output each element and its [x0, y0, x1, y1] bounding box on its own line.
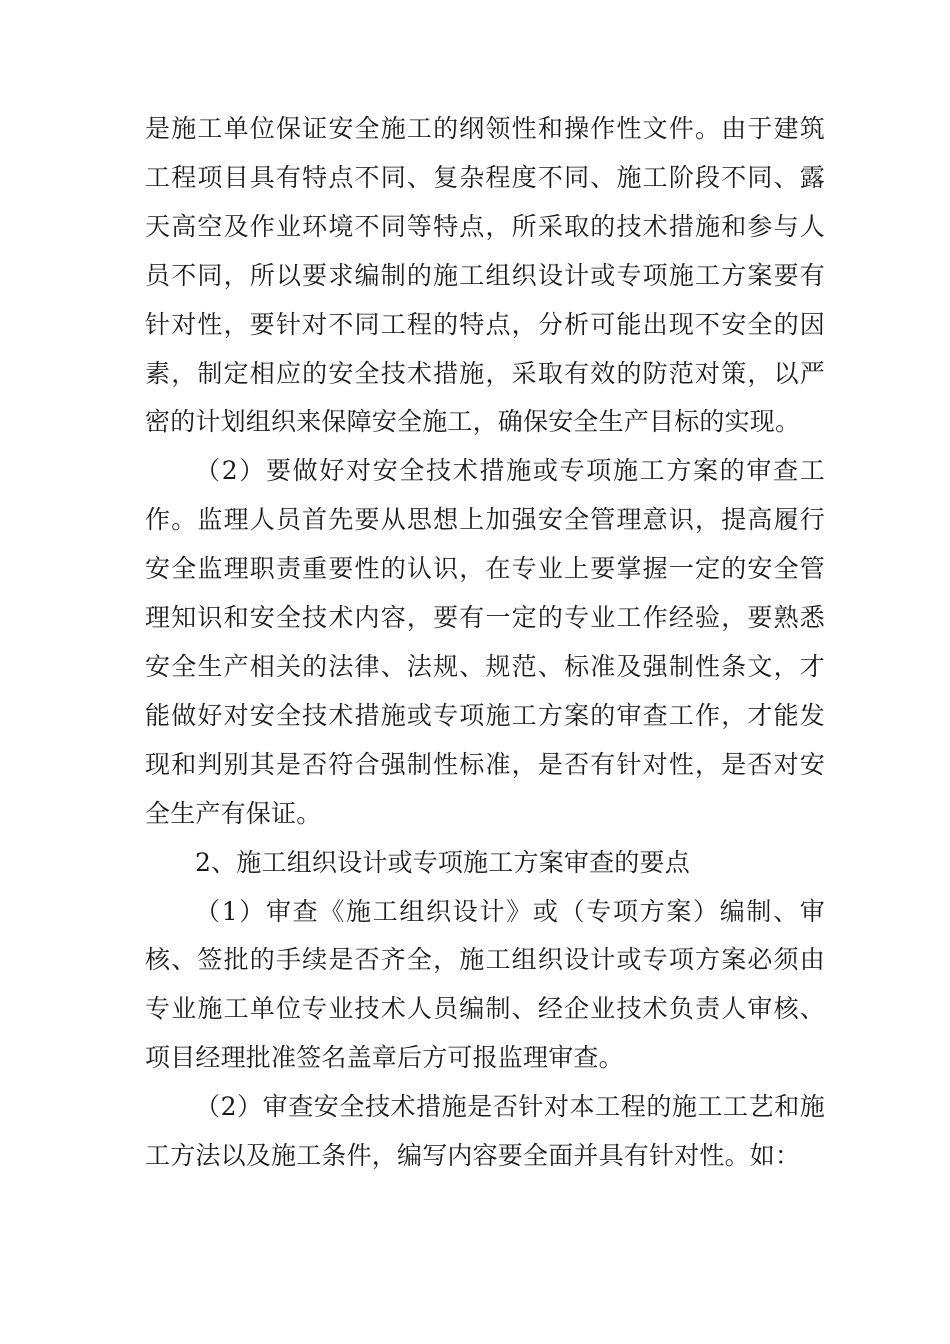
paragraph-review-work: （2）要做好对安全技术措施或专项施工方案的审查工作。监理人员首先要从思想上加强安全管理意识，提高履行安全监理职责重要性的认识，在专业上要掌握一定的安全管理知识和安全技术内容，要有一定的专业工作经验，要熟悉安全生产相关的法律、法规、规范、标准及强制性条文，才能做好对安全技术措施或专项施工方案的审查工作，才能发现和判别其是否符合强制性标准，是否有针对性，是否对安全生产有保证。: [145, 456, 825, 828]
paragraph-intro: 是施工单位保证安全施工的纲领性和操作性文件。由于建筑工程项目具有特点不同、复杂程度不同、施工阶段不同、露天高空及作业环境不同等特点，所采取的技术措施和参与人员不同，所以要求编制的施工组织设计或专项施工方案要有针对性，要针对不同工程的特点，分析可能出现不安全的因素，制定相应的安全技术措施，采取有效的防范对策，以严密的计划组织来保障安全施工，确保安全生产目标的实现。: [145, 114, 825, 437]
paragraph-review-measures: （2）审查安全技术措施是否针对本工程的施工工艺和施工方法以及施工条件，编写内容要全面并具有针对性。如：: [145, 1092, 825, 1171]
paragraph-review-procedure: （1）审查《施工组织设计》或（专项方案）编制、审核、签批的手续是否齐全，施工组织设计或专项方案必须由专业施工单位专业技术人员编制、经企业技术负责人审核、项目经理批准签名盖章后方可报监理审查。: [145, 896, 825, 1073]
document-body: [145, 105, 825, 1181]
section-heading-review-points: 2、施工组织设计或专项施工方案审查的要点: [195, 847, 690, 877]
